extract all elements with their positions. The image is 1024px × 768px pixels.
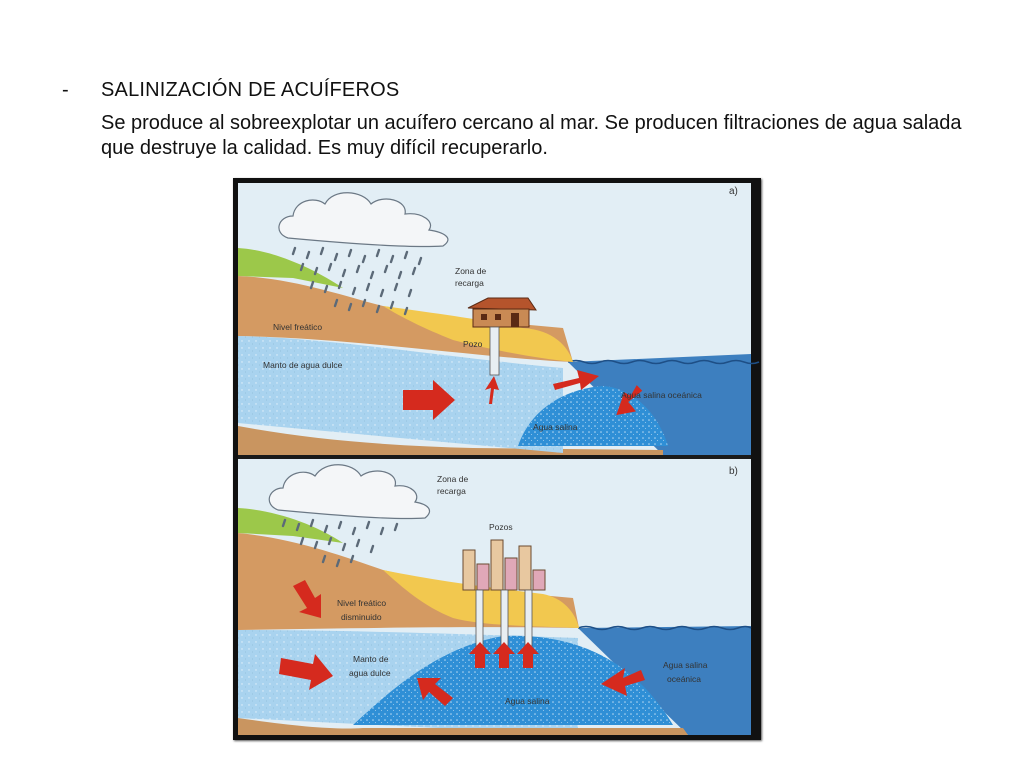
label-manto-a: Manto de agua dulce (263, 360, 343, 370)
label-agua-salina-a: Agua salina (533, 422, 578, 432)
bullet-marker: - (62, 79, 69, 101)
label-agua-dulce-b: agua dulce (349, 668, 391, 678)
slide-description: Se produce al sobreexplotar un acuífero cercano al mar. Se producen filtraciones de agua salada que destruye la calidad. Es muy difícil recuperarlo. (101, 112, 962, 159)
label-oceanica-b: oceánica (667, 674, 702, 684)
slide-title: SALINIZACIÓN DE ACUÍFEROS (101, 79, 400, 101)
label-pozos-b: Pozos (489, 522, 513, 532)
panel-b (238, 459, 751, 735)
label-recarga-b: recarga (437, 486, 466, 496)
label-agua-salina-b1: Agua salina (663, 660, 708, 670)
label-nivel-freatico-a: Nivel freático (273, 322, 323, 332)
panel-a (238, 183, 759, 455)
label-disminuido-b: disminuido (341, 612, 382, 622)
label-nivel-freatico-b: Nivel freático (337, 598, 387, 608)
well-pipe-a (490, 327, 499, 375)
label-pozo-a: Pozo (463, 339, 483, 349)
aquifer-diagram (233, 178, 761, 740)
panel-b-tag: b) (729, 466, 738, 477)
aquifer-salinization-figure (233, 178, 761, 740)
label-agua-salina-oceanica-a: Agua salina oceánica (621, 390, 702, 400)
well-pipe-b3 (525, 590, 532, 646)
label-agua-salina-b2: Agua salina (505, 696, 550, 706)
panel-a-tag: a) (729, 186, 738, 197)
label-recarga-a: recarga (455, 278, 484, 288)
well-pipe-b2 (501, 590, 508, 646)
label-zona-recarga-a: Zona de (455, 266, 487, 276)
label-zona-recarga-b: Zona de (437, 474, 469, 484)
label-manto-b: Manto de (353, 654, 389, 664)
well-pipe-b1 (476, 590, 483, 646)
house-a (468, 298, 536, 327)
